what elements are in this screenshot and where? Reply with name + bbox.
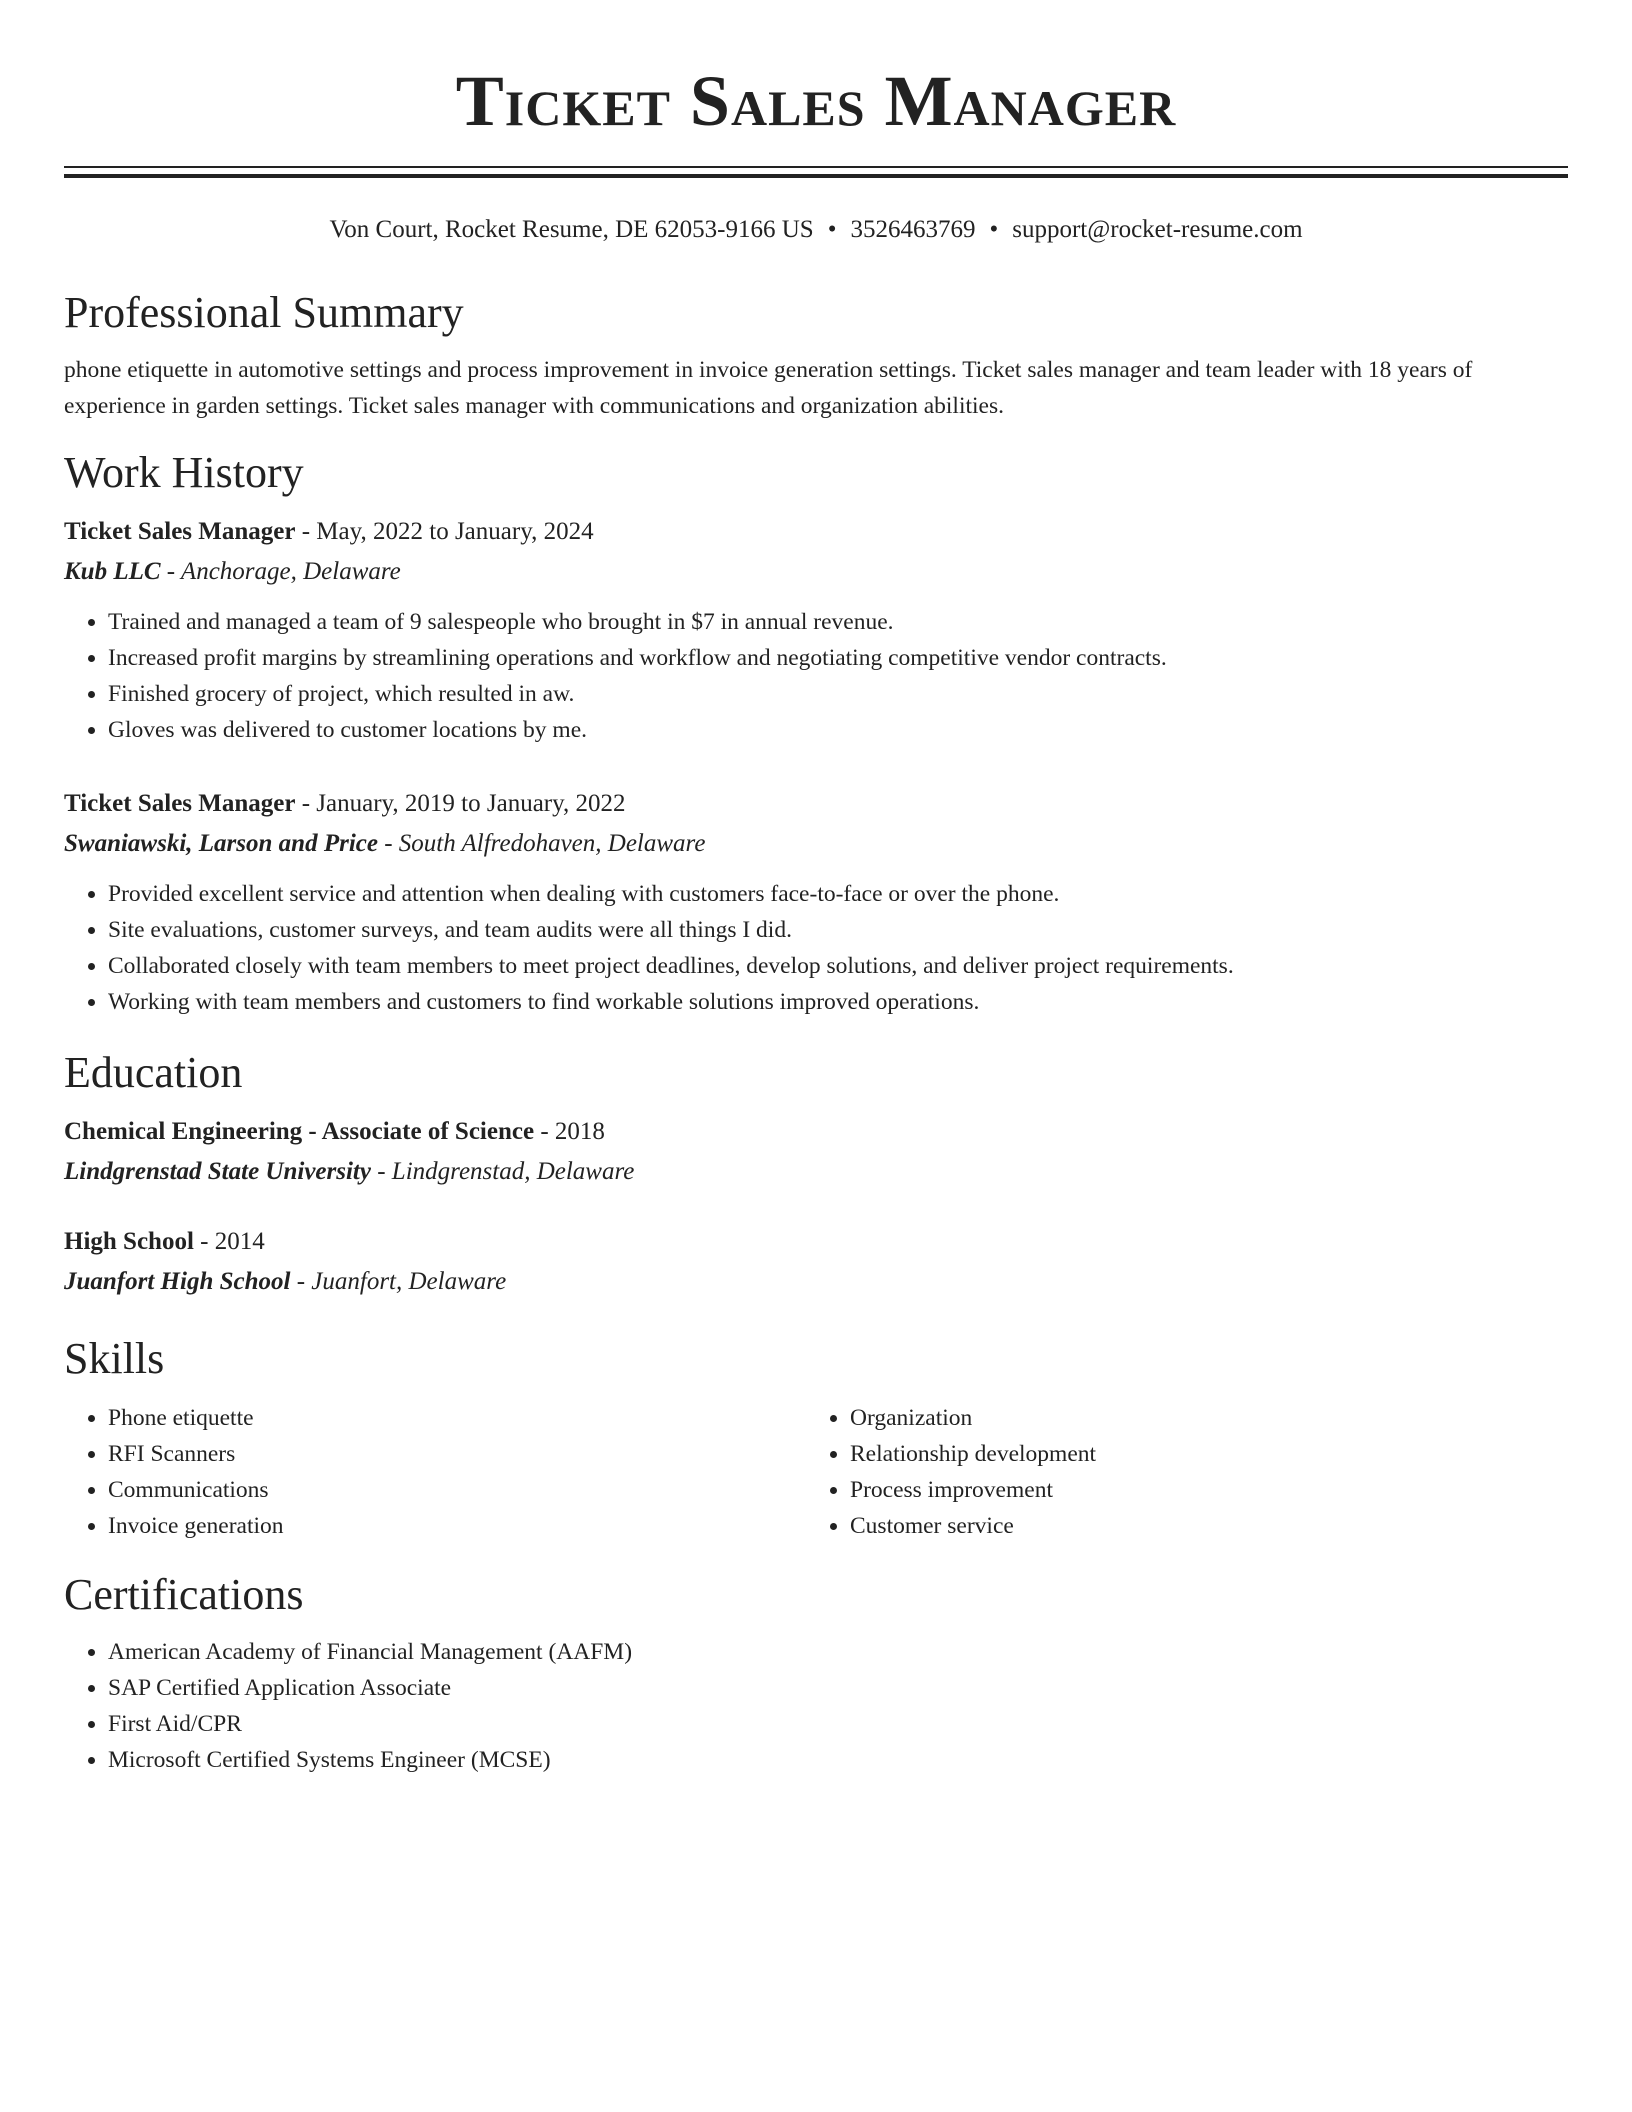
job-company-line xyxy=(64,552,1568,592)
job-dates: - January, 2019 to January, 2022 xyxy=(295,790,626,817)
skills-heading: Skills xyxy=(64,1334,165,1383)
education-location: - Juanfort, Delaware xyxy=(290,1268,507,1295)
resume-title: Ticket Sales Manager xyxy=(455,61,1177,141)
education-entry xyxy=(64,1222,1568,1302)
job-bullets xyxy=(64,876,1568,1020)
education-degree: Chemical Engineering - Associate of Science xyxy=(64,1118,535,1145)
contact-separator: • xyxy=(989,216,999,243)
job-header xyxy=(64,512,1568,552)
contact-line xyxy=(64,214,1568,246)
education-year: - 2018 xyxy=(534,1118,605,1145)
contact-phone: 3526463769 xyxy=(850,216,976,243)
education-header xyxy=(64,1222,1568,1262)
skill-item: • Process improvement xyxy=(850,1472,1548,1508)
work-history-heading: Work History xyxy=(64,448,304,497)
divider-thick-line xyxy=(64,174,1568,178)
job-company-line xyxy=(64,824,1568,864)
job-company: Swaniawski, Larson and Price xyxy=(64,830,378,857)
job-bullet: • Trained and managed a team of 9 salespeople who brought in $7 in annual revenue. xyxy=(108,604,1568,640)
skill-item: • Phone etiquette xyxy=(108,1400,806,1436)
education-location: - Lindgrenstad, Delaware xyxy=(370,1158,635,1185)
skill-item: • Customer service xyxy=(850,1508,1548,1544)
job-company: Kub LLC xyxy=(64,558,161,585)
job-bullet: • Finished grocery of project, which resulted in aw. xyxy=(108,676,1568,712)
contact-address: Von Court, Rocket Resume, DE 62053-9166 US xyxy=(329,216,814,243)
education-school: Juanfort High School xyxy=(64,1268,291,1295)
certification-item: • First Aid/CPR xyxy=(108,1706,1568,1742)
certification-item: • SAP Certified Application Associate xyxy=(108,1670,1568,1706)
skill-item: • RFI Scanners xyxy=(108,1436,806,1472)
job-location: - South Alfredohaven, Delaware xyxy=(377,830,706,857)
job-entry xyxy=(64,784,1568,1020)
education-school-line xyxy=(64,1262,1568,1302)
title-divider xyxy=(64,166,1568,178)
education-school: Lindgrenstad State University xyxy=(64,1158,371,1185)
certifications-heading: Certifications xyxy=(64,1570,304,1619)
job-entry xyxy=(64,512,1568,748)
certification-item: • Microsoft Certified Systems Engineer (MCSE) xyxy=(108,1742,1568,1778)
job-bullet: • Provided excellent service and attention when dealing with customers face-to-face or over the phone. xyxy=(108,876,1568,912)
job-dates: - May, 2022 to January, 2024 xyxy=(295,518,594,545)
summary-text: phone etiquette in automotive settings and process improvement in invoice generation settings. Ticket sales manager and team leader with 18 years of experience in garden settings. Ticket sales manager with communications and organization abilities. xyxy=(64,357,1473,419)
contact-separator: • xyxy=(827,216,837,243)
job-bullet: • Gloves was delivered to customer locations by me. xyxy=(108,712,1568,748)
job-role: Ticket Sales Manager xyxy=(64,518,296,545)
job-header xyxy=(64,784,1568,824)
education-header xyxy=(64,1112,1568,1152)
skills-grid xyxy=(64,1400,1568,1544)
certification-item: • American Academy of Financial Management (AAFM) xyxy=(108,1634,1568,1670)
education-entry xyxy=(64,1112,1568,1192)
skill-item: • Invoice generation xyxy=(108,1508,806,1544)
skill-item: • Communications xyxy=(108,1472,806,1508)
education-heading: Education xyxy=(64,1048,243,1097)
job-bullets xyxy=(64,604,1568,748)
job-location: - Anchorage, Delaware xyxy=(160,558,401,585)
job-bullet: • Site evaluations, customer surveys, and team audits were all things I did. xyxy=(108,912,1568,948)
skill-item: • Relationship development xyxy=(850,1436,1548,1472)
skill-item: • Organization xyxy=(850,1400,1548,1436)
job-bullet: • Increased profit margins by streamlining operations and workflow and negotiating competitive vendor contracts. xyxy=(108,640,1568,676)
skills-column-left xyxy=(64,1400,806,1544)
job-bullet: • Collaborated closely with team members to meet project deadlines, develop solutions, and deliver project requirements. xyxy=(108,948,1568,984)
divider-thin-line xyxy=(64,166,1568,168)
certifications-list xyxy=(64,1634,1568,1778)
summary-heading: Professional Summary xyxy=(64,288,464,337)
education-year: - 2014 xyxy=(193,1228,265,1255)
education-school-line xyxy=(64,1152,1568,1192)
skills-column-right xyxy=(806,1400,1548,1544)
contact-email: support@rocket-resume.com xyxy=(1012,216,1303,243)
education-degree: High School xyxy=(64,1228,194,1255)
job-role: Ticket Sales Manager xyxy=(64,790,296,817)
job-bullet: • Working with team members and customers to find workable solutions improved operations. xyxy=(108,984,1568,1020)
